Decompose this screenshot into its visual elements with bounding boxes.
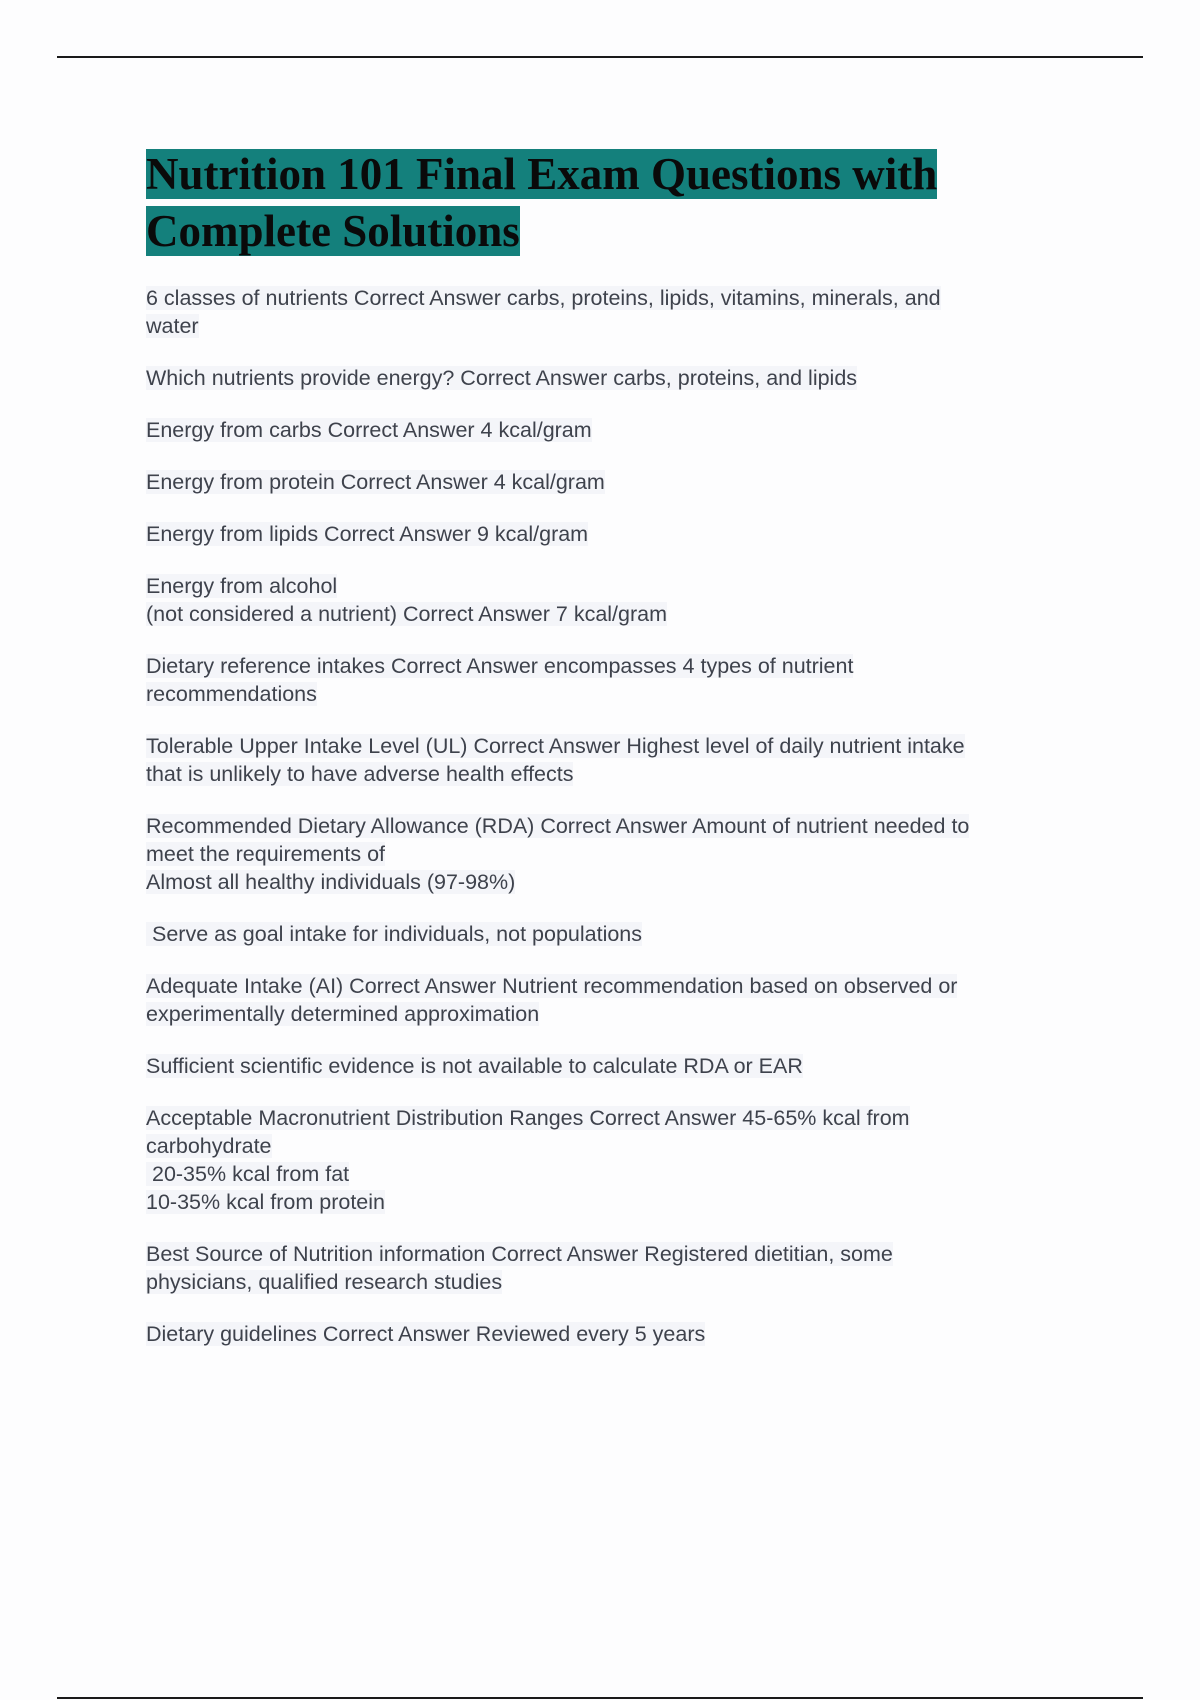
- qa-line: water: [146, 314, 199, 338]
- qa-item-amdr: [146, 1104, 1086, 1216]
- qa-item-energy-alcohol: [146, 572, 1086, 628]
- qa-item-dietary-guidelines: [146, 1320, 1086, 1348]
- qa-line: 10-35% kcal from protein: [146, 1190, 385, 1214]
- qa-line: Dietary reference intakes Correct Answer encompasses 4 types of nutrient: [146, 654, 854, 678]
- qa-item-energy-lipids: [146, 520, 1086, 548]
- qa-line: Adequate Intake (AI) Correct Answer Nutrient recommendation based on observed or: [146, 974, 958, 998]
- qa-line: Which nutrients provide energy? Correct Answer carbs, proteins, and lipids: [146, 366, 858, 390]
- qa-line: Dietary guidelines Correct Answer Reviewed every 5 years: [146, 1322, 706, 1346]
- qa-line: Best Source of Nutrition information Correct Answer Registered dietitian, some: [146, 1242, 893, 1266]
- qa-line: recommendations: [146, 682, 317, 706]
- qa-item-goal-intake: [146, 920, 1086, 948]
- qa-item-tolerable-upper-intake: [146, 732, 1086, 788]
- qa-item-rda: [146, 812, 1086, 896]
- qa-line: Almost all healthy individuals (97-98%): [146, 870, 516, 894]
- qa-line: experimentally determined approximation: [146, 1002, 540, 1026]
- qa-item-dietary-reference-intakes: [146, 652, 1086, 708]
- qa-line: physicians, qualified research studies: [146, 1270, 503, 1294]
- qa-line: Acceptable Macronutrient Distribution Ranges Correct Answer 45-65% kcal from: [146, 1106, 910, 1130]
- qa-line: Energy from alcohol: [146, 574, 338, 598]
- title-line-2: Complete Solutions: [146, 206, 520, 256]
- qa-item-energy-carbs: [146, 416, 1086, 444]
- qa-line: Tolerable Upper Intake Level (UL) Correct Answer Highest level of daily nutrient intake: [146, 734, 965, 758]
- qa-line: 6 classes of nutrients Correct Answer carbs, proteins, lipids, vitamins, minerals, and: [146, 286, 941, 310]
- qa-line: carbohydrate: [146, 1134, 272, 1158]
- title-line-1: Nutrition 101 Final Exam Questions with: [146, 149, 938, 199]
- qa-item-energy-nutrients: [146, 364, 1086, 392]
- qa-line: (not considered a nutrient) Correct Answer 7 kcal/gram: [146, 602, 668, 626]
- bottom-rule: [57, 1697, 1143, 1699]
- qa-line: Recommended Dietary Allowance (RDA) Correct Answer Amount of nutrient needed to: [146, 814, 970, 838]
- qa-item-scientific-evidence: [146, 1052, 1086, 1080]
- qa-line: that is unlikely to have adverse health effects: [146, 762, 574, 786]
- document-body: [146, 146, 1096, 1372]
- qa-item-adequate-intake: [146, 972, 1086, 1028]
- qa-item-best-source: [146, 1240, 1086, 1296]
- qa-line: Energy from carbs Correct Answer 4 kcal/gram: [146, 418, 592, 442]
- qa-item-nutrient-classes: [146, 284, 1086, 340]
- qa-line: Energy from protein Correct Answer 4 kcal/gram: [146, 470, 605, 494]
- qa-item-energy-protein: [146, 468, 1086, 496]
- qa-line: Energy from lipids Correct Answer 9 kcal/gram: [146, 522, 589, 546]
- top-rule: [57, 56, 1143, 58]
- qa-line: 20-35% kcal from fat: [146, 1162, 350, 1186]
- qa-line: meet the requirements of: [146, 842, 386, 866]
- document-title: [146, 146, 1046, 260]
- qa-line: Serve as goal intake for individuals, not populations: [146, 922, 643, 946]
- qa-line: Sufficient scientific evidence is not available to calculate RDA or EAR: [146, 1054, 803, 1078]
